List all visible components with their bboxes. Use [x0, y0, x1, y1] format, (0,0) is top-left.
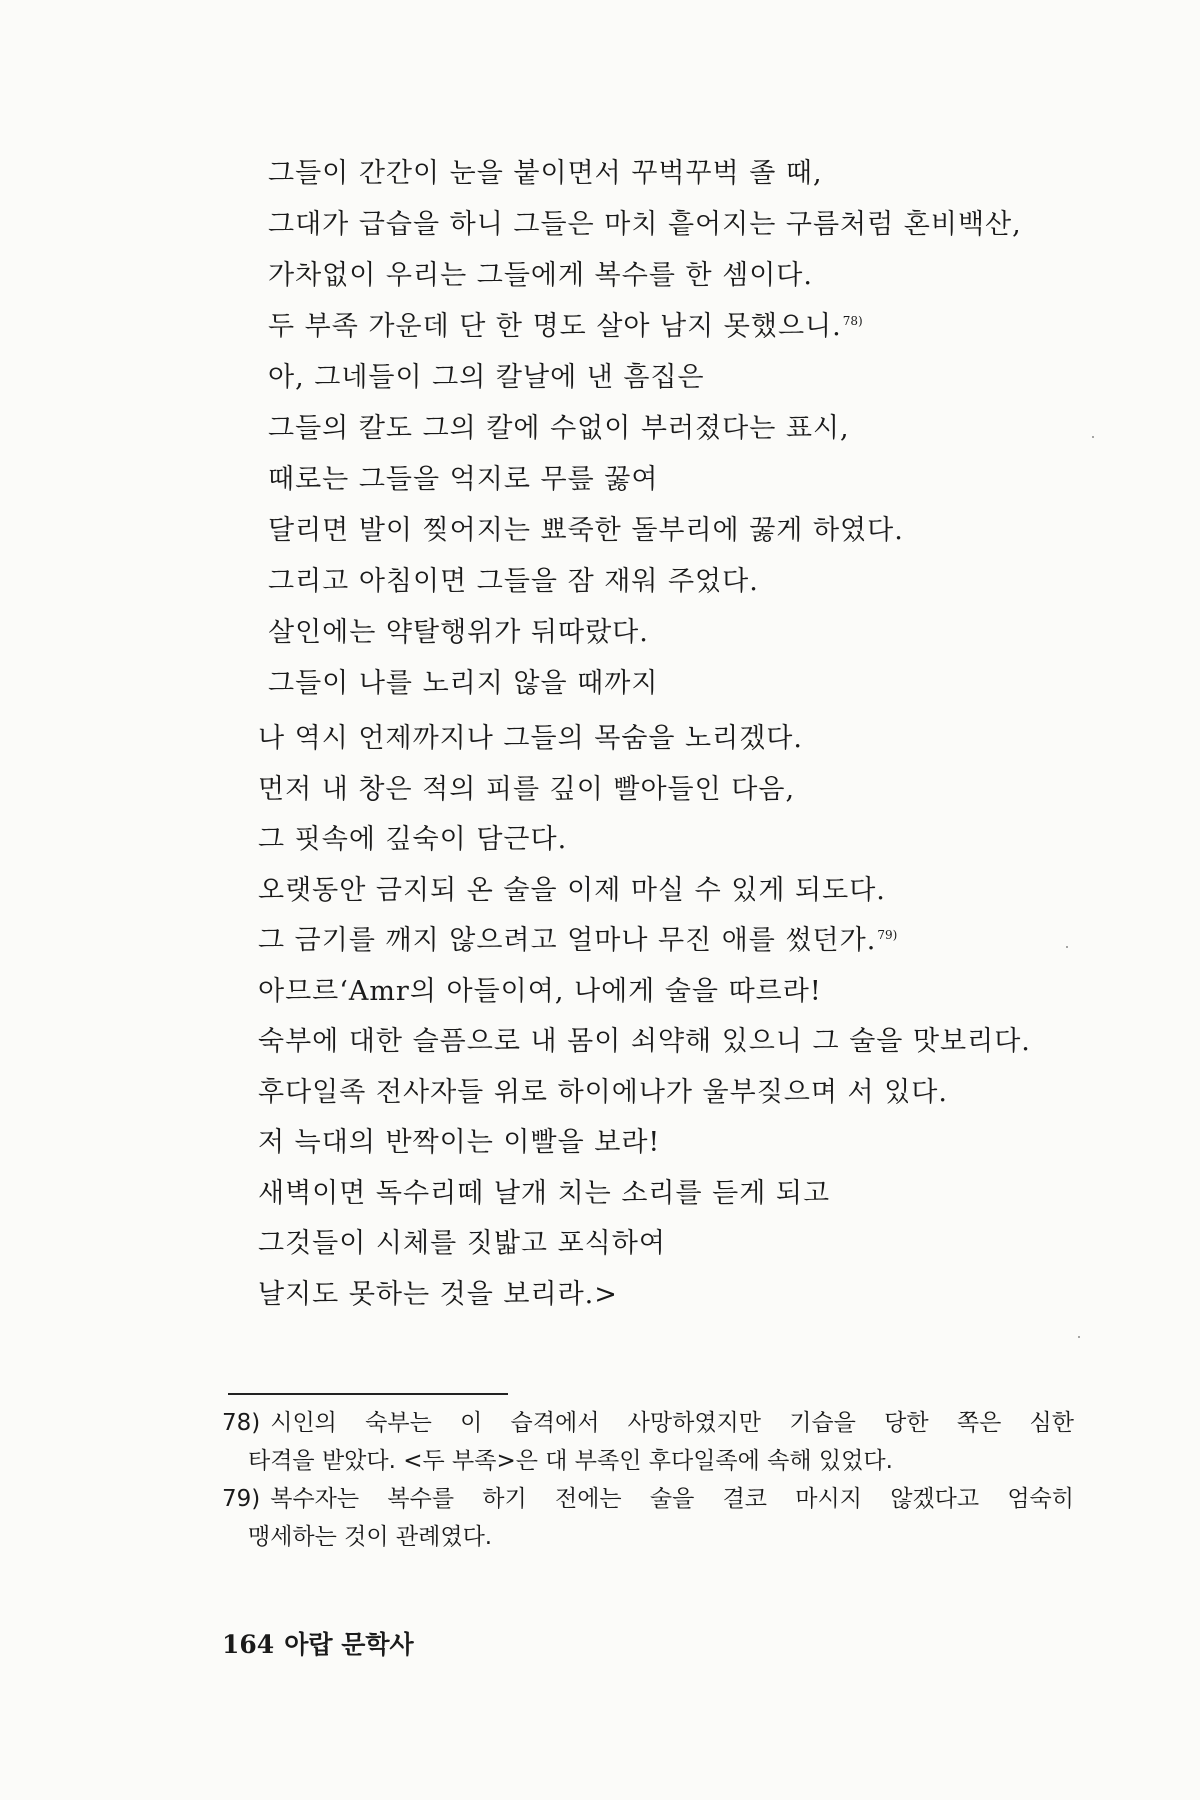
poem-line: 가차없이 우리는 그들에게 복수를 한 셈이다.: [268, 260, 813, 291]
poem-line: 후다일족 전사자들 위로 하이에나가 울부짖으며 서 있다.: [258, 1076, 948, 1108]
poem-stanza-1: [0, 148, 1022, 709]
poem-line: 나 역시 언제까지나 그들의 목숨을 노리겠다.: [258, 723, 803, 754]
footnote-text: 시인의 숙부는 이 습격에서 사망하였지만 기습을 당한 쪽은 심한: [270, 1410, 1074, 1436]
footnote-ref-78[interactable]: 78): [842, 314, 863, 328]
poem-line: 그들이 나를 노리지 않을 때까지: [268, 668, 659, 699]
poem-line: 먼저 내 창은 적의 피를 깊이 빨아들인 다음,: [258, 773, 796, 805]
poem-line: 때로는 그들을 억지로 무릎 꿇여: [268, 464, 659, 495]
poem-stanza-2: [0, 714, 1031, 1320]
footnote-78: [222, 1404, 1074, 1480]
footnote-ref-79[interactable]: 79): [877, 928, 898, 942]
poem-line: 아므르‘Amr의 아들이여, 나에게 술을 따르라!: [258, 975, 822, 1007]
poem-line: 아, 그네들이 그의 칼날에 낸 흠집은: [268, 362, 705, 393]
poem-line: 그들의 칼도 그의 칼에 수없이 부러졌다는 표시,: [268, 413, 850, 444]
poem-line: 그 핏속에 깊숙이 담근다.: [258, 824, 568, 855]
footnote-first-line: [222, 1480, 1074, 1518]
scan-speck: [1078, 1336, 1080, 1338]
poem-line: 살인에는 약탈행위가 뒤따랐다.: [268, 617, 649, 648]
footnote-text: 복수자는 복수를 하기 전에는 술을 결코 마시지 않겠다고 엄숙히: [270, 1486, 1074, 1512]
footnote-continuation: 맹세하는 것이 관례였다.: [248, 1524, 493, 1550]
footnote-number: 79): [222, 1486, 261, 1512]
page-number: 164: [222, 1630, 275, 1659]
footnotes: [222, 1404, 1074, 1556]
book-title: 아랍 문학사: [284, 1630, 414, 1659]
poem-line: 새벽이면 독수리떼 날개 치는 소리를 듣게 되고: [258, 1177, 831, 1209]
poem-line: 두 부족 가운데 단 한 명도 살아 남지 못했으니.$^{78)}$: [268, 311, 863, 342]
footnote-number: 78): [222, 1410, 261, 1436]
footnote-first-line: [222, 1404, 1074, 1442]
poem-line: 저 늑대의 반짝이는 이빨을 보라!: [258, 1127, 661, 1158]
footnote-continuation: 타격을 받았다. <두 부족>은 대 부족인 후다일족에 속해 있었다.: [248, 1448, 893, 1474]
poem-line: 달리면 발이 찢어지는 뾰죽한 돌부리에 꿇게 하였다.: [268, 515, 904, 546]
page-footer: [222, 1625, 414, 1661]
poem-line: 오랫동안 금지되 온 술을 이제 마실 수 있게 되도다.: [258, 874, 886, 906]
poem-line: 그들이 간간이 눈을 붙이면서 꾸벅꾸벅 졸 때,: [268, 158, 823, 189]
footnote-divider: [228, 1393, 508, 1395]
footnote-79: [222, 1480, 1074, 1556]
scan-speck: [1066, 946, 1068, 948]
poem-line: 그것들이 시체를 짓밟고 포식하여: [258, 1228, 666, 1259]
scan-speck: [1092, 436, 1094, 438]
poem-line: 그리고 아침이면 그들을 잠 재워 주었다.: [268, 566, 759, 597]
poem-line: 숙부에 대한 슬픔으로 내 몸이 쇠약해 있으니 그 술을 맛보리다.: [258, 1026, 1031, 1057]
poem-line: 그 금기를 깨지 않으려고 얼마나 무진 애를 썼던가.$^{79)}$: [258, 925, 898, 956]
poem-line: 그대가 급습을 하니 그들은 마치 흩어지는 구름처럼 혼비백산,: [268, 209, 1022, 240]
poem-line: 날지도 못하는 것을 보리라.>: [258, 1278, 618, 1310]
